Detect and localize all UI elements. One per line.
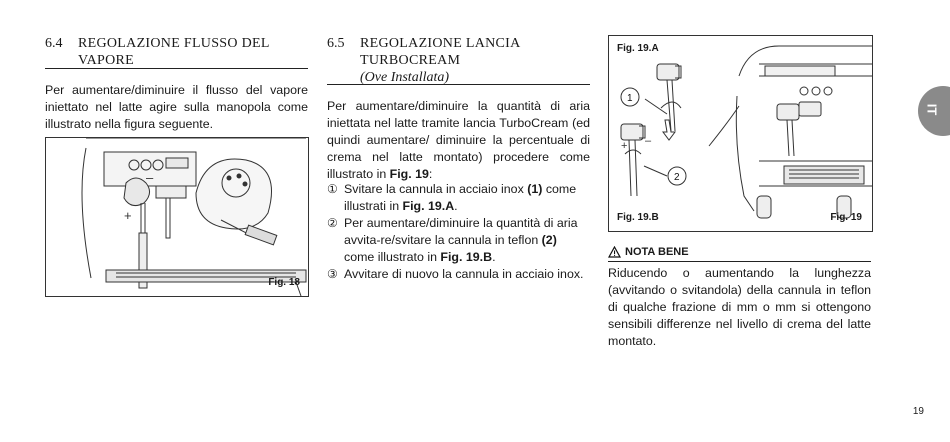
section-intro: Per aumentare/diminuire la quantità di aria iniettata nel latte tramite lancia TurboCream (ed quindi aumentare/ diminuire la percentuale di crema nel latte montato) procedere come illustrato in Fig. 19: bbox=[327, 99, 590, 181]
section-heading bbox=[327, 35, 590, 86]
section-title-line2: VAPORE bbox=[78, 53, 135, 68]
note-heading bbox=[608, 246, 871, 258]
machine-steam-knob-illustration bbox=[46, 138, 308, 296]
section-body: Per aumentare/diminuire il flusso del vapore iniettato nel latte agire sulla manopola come illustrato nella figura seguente. bbox=[45, 83, 308, 131]
section-title-line1: REGOLAZIONE LANCIA bbox=[360, 36, 521, 51]
heading-rule bbox=[327, 84, 590, 85]
svg-text:+: + bbox=[124, 208, 132, 223]
callout-2: 2 bbox=[674, 172, 680, 183]
svg-text:+: + bbox=[621, 140, 628, 152]
language-tab-label: IT bbox=[924, 103, 940, 116]
figure-19 bbox=[608, 35, 873, 232]
section-title-line2: TURBOCREAM bbox=[360, 53, 461, 68]
section-title-line1: REGOLAZIONE FLUSSO DEL bbox=[78, 36, 270, 51]
note-body: Riducendo o aumentando la lunghezza (avvitando o svitandola) della cannula in teflon di qualche frazione di mm o mm si ottengono sensibili differenze nel livello di crema del latte montato. bbox=[608, 266, 871, 348]
figure-18 bbox=[45, 137, 309, 297]
section-number: 6.4 bbox=[45, 36, 63, 51]
figure-label-a: Fig. 19.A bbox=[617, 43, 659, 54]
page-number: 19 bbox=[912, 406, 924, 417]
step-2: ② Per aumentare/diminuire la quantità di aria avvita-re/svitare la cannula in teflon (2) come illustrato in Fig. 19.B. bbox=[327, 216, 578, 264]
section-number: 6.5 bbox=[327, 36, 345, 51]
heading-rule bbox=[45, 68, 308, 69]
turbocream-wand-illustration bbox=[609, 36, 872, 231]
note-box bbox=[608, 246, 871, 350]
language-tab bbox=[918, 86, 950, 136]
warning-icon bbox=[608, 246, 621, 258]
figure-reference: Fig. 19 bbox=[389, 167, 429, 181]
step-3: ③ Avvitare di nuovo la cannula in acciaio inox. bbox=[327, 267, 584, 281]
figure-label-b: Fig. 19.B bbox=[617, 212, 659, 223]
note-rule bbox=[608, 261, 871, 262]
steps-list bbox=[327, 181, 590, 283]
step-1: ① Svitare la cannula in acciaio inox (1) come illustrati in Fig. 19.A. bbox=[327, 182, 577, 213]
section-heading bbox=[45, 35, 308, 69]
figure-label: Fig. 18 bbox=[268, 277, 300, 288]
svg-text:–: – bbox=[645, 135, 652, 147]
section-subtitle: (Ove Installata) bbox=[360, 70, 450, 85]
figure-label-main: Fig. 19 bbox=[830, 212, 862, 223]
callout-1: 1 bbox=[627, 93, 633, 104]
note-title: NOTA BENE bbox=[625, 246, 689, 258]
svg-text:–: – bbox=[146, 170, 154, 185]
